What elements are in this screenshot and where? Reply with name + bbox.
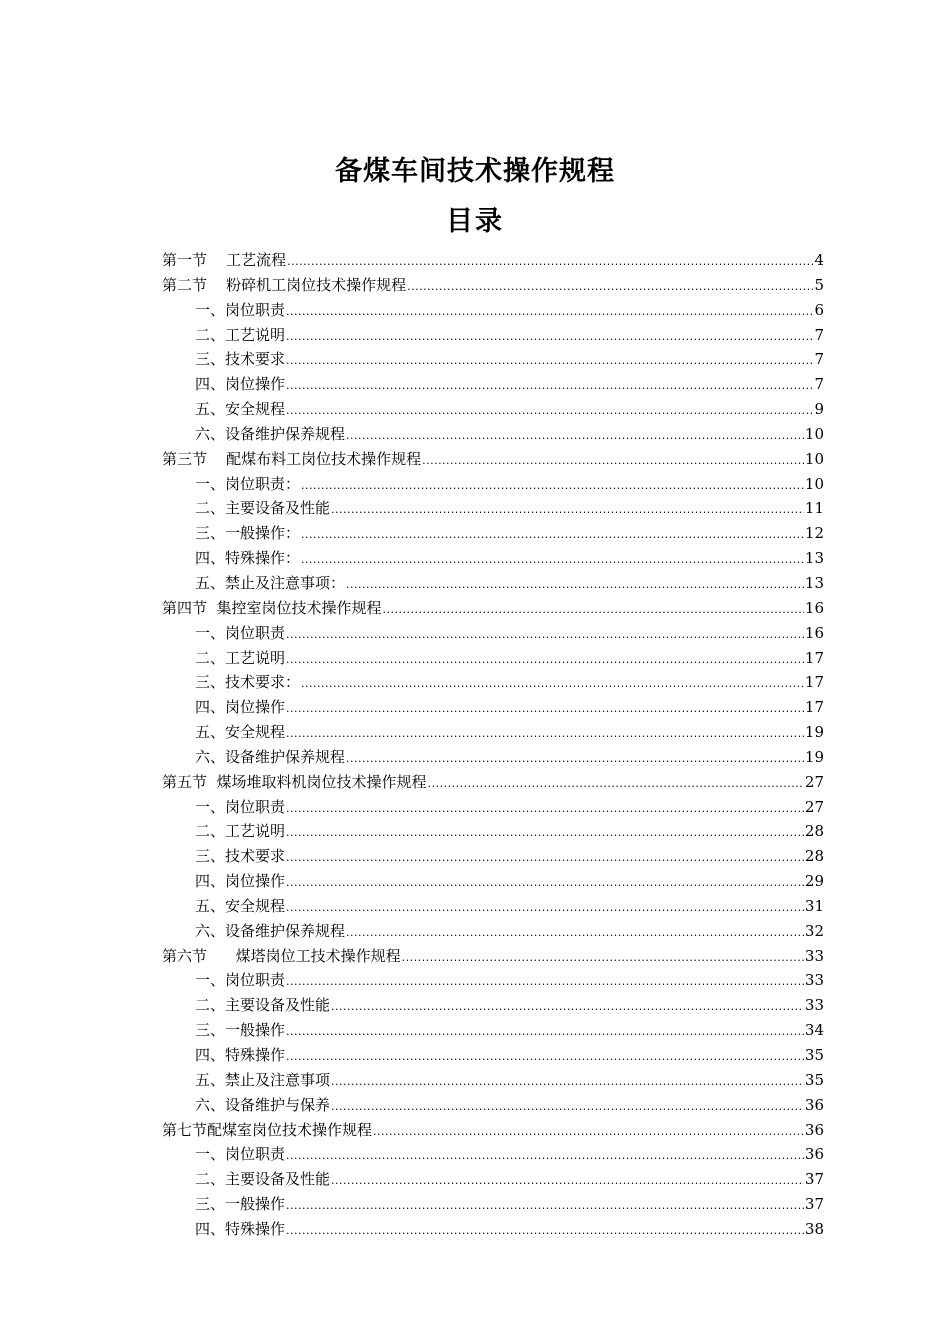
toc-dot-leader <box>286 846 804 871</box>
toc-page-number: 28 <box>804 847 824 866</box>
toc-section-entry[interactable] <box>162 273 824 298</box>
toc-subsection-entry[interactable] <box>162 1192 824 1217</box>
toc-subsection-entry[interactable] <box>162 1043 824 1068</box>
toc-page-number: 12 <box>804 524 824 543</box>
toc-subsection-entry[interactable] <box>162 670 824 695</box>
toc-entry-label: 四、岗位操作 <box>195 872 286 891</box>
toc-page-number: 13 <box>804 549 824 568</box>
toc-page-number: 38 <box>804 1219 824 1238</box>
toc-subsection-entry[interactable] <box>162 422 824 447</box>
toc-section-entry[interactable] <box>162 447 824 472</box>
toc-entry-label: 二、主要设备及性能 <box>195 996 331 1015</box>
toc-page-number: 35 <box>804 1046 824 1064</box>
toc-entry-label: 四、特殊操作： <box>195 549 301 568</box>
toc-subsection-entry[interactable] <box>162 546 824 571</box>
toc-subsection-entry[interactable] <box>162 1068 824 1093</box>
toc-entry-label: 二、主要设备及性能 <box>195 1170 331 1189</box>
toc-page-number: 36 <box>804 1120 824 1139</box>
toc-page-number: 35 <box>804 1070 824 1089</box>
toc-entry-label: 一、岗位职责 <box>195 797 286 816</box>
toc-entry-label: 三、技术要求： <box>195 673 301 692</box>
toc-page-number: 13 <box>804 573 824 592</box>
toc-entry-label: 六、设备维护保养规程 <box>195 747 346 766</box>
toc-dot-leader <box>286 1144 804 1169</box>
toc-dot-leader <box>346 921 804 946</box>
toc-page-number: 10 <box>804 424 824 443</box>
toc-entry-label: 二、工艺说明 <box>195 648 286 667</box>
toc-heading: 目录 <box>446 206 504 237</box>
toc-dot-leader <box>286 722 804 747</box>
toc-subsection-entry[interactable] <box>162 993 824 1018</box>
toc-section-entry[interactable] <box>162 770 824 795</box>
toc-entry-label: 二、工艺说明 <box>195 822 286 841</box>
toc-dot-leader <box>331 1095 804 1120</box>
toc-section-entry[interactable] <box>162 944 824 969</box>
toc-dot-leader <box>331 995 804 1020</box>
toc-dot-leader <box>407 275 813 300</box>
toc-dot-leader <box>346 573 804 598</box>
toc-dot-leader <box>331 498 804 523</box>
toc-dot-leader <box>301 523 804 548</box>
toc-page-number: 33 <box>804 946 824 965</box>
toc-page-number: 34 <box>804 1021 824 1040</box>
toc-dot-leader <box>286 970 804 995</box>
toc-dot-leader <box>286 1194 804 1219</box>
toc-entry-label: 六、设备维护保养规程 <box>195 424 346 443</box>
toc-section-entry[interactable] <box>162 248 824 273</box>
toc-dot-leader <box>286 300 813 325</box>
toc-entry-label: 第一节 工艺流程 <box>162 251 287 269</box>
toc-dot-leader <box>301 474 804 499</box>
toc-page-number: 7 <box>814 375 824 394</box>
toc-page-number: 7 <box>814 350 824 369</box>
toc-dot-leader <box>286 896 804 921</box>
toc-dot-leader <box>286 648 804 673</box>
toc-entry-label: 四、特殊操作 <box>195 1219 286 1238</box>
toc-page-number: 6 <box>814 300 824 319</box>
toc-entry-label: 一、岗位职责 <box>195 300 286 319</box>
toc-subsection-entry[interactable] <box>162 571 824 596</box>
toc-subsection-entry[interactable] <box>162 646 824 671</box>
toc-page-number: 28 <box>804 822 824 841</box>
toc-subsection-entry[interactable] <box>162 1217 824 1242</box>
toc-page-number: 27 <box>804 772 824 791</box>
toc-entry-label: 一、岗位职责 <box>195 623 286 642</box>
toc-subsection-entry[interactable] <box>162 472 824 497</box>
toc-entry-label: 三、一般操作 <box>195 1195 286 1214</box>
toc-subsection-entry[interactable] <box>162 298 824 323</box>
toc-entry-label: 第六节 煤塔岗位工技术操作规程 <box>162 946 401 965</box>
toc-dot-leader <box>286 1020 804 1045</box>
toc-subsection-entry[interactable] <box>162 695 824 720</box>
toc-entry-label: 五、安全规程 <box>195 896 286 915</box>
toc-subsection-entry[interactable] <box>162 745 824 770</box>
toc-dot-leader <box>301 672 804 697</box>
toc-dot-leader <box>422 449 804 474</box>
toc-dot-leader <box>402 946 804 971</box>
toc-dot-leader <box>286 1219 804 1244</box>
toc-subsection-entry[interactable] <box>162 521 824 546</box>
toc-entry-label: 二、主要设备及性能 <box>195 499 331 518</box>
toc-subsection-entry[interactable] <box>162 894 824 919</box>
toc-page-number: 19 <box>804 723 824 742</box>
toc-page-number: 19 <box>804 747 824 766</box>
toc-dot-leader <box>373 1120 804 1145</box>
toc-entry-label: 四、岗位操作 <box>195 375 286 394</box>
toc-dot-leader <box>286 697 804 722</box>
toc-subsection-entry[interactable] <box>162 496 824 521</box>
toc-page-number: 17 <box>804 648 824 667</box>
toc-dot-leader <box>331 1070 804 1095</box>
toc-entry-label: 第五节 煤场堆取料机岗位技术操作规程 <box>162 772 427 791</box>
toc-page-number: 11 <box>804 499 824 518</box>
toc-entry-label: 五、安全规程 <box>195 723 286 742</box>
toc-page-number: 9 <box>814 400 824 419</box>
toc-subsection-entry[interactable] <box>162 1093 824 1118</box>
toc-entry-label: 六、设备维护与保养 <box>195 1095 331 1114</box>
toc-subsection-entry[interactable] <box>162 1018 824 1043</box>
toc-page-number: 17 <box>804 673 824 692</box>
toc-entry-label: 三、技术要求 <box>195 847 286 866</box>
toc-page-number: 16 <box>804 598 824 617</box>
toc-dot-leader <box>286 623 804 648</box>
toc-page-number: 36 <box>804 1095 824 1114</box>
toc-entry-label: 第二节 粉碎机工岗位技术操作规程 <box>162 275 407 294</box>
toc-subsection-entry[interactable] <box>162 968 824 993</box>
toc-dot-leader <box>286 1045 804 1070</box>
toc-subsection-entry[interactable] <box>162 1142 824 1167</box>
toc-subsection-entry[interactable] <box>162 795 824 820</box>
toc-page-number: 10 <box>804 449 824 468</box>
toc-dot-leader <box>286 374 813 399</box>
toc-entry-label: 一、岗位职责 <box>195 1145 286 1164</box>
toc-entry-label: 一、岗位职责 <box>195 971 286 990</box>
toc-page-number: 36 <box>804 1145 824 1164</box>
toc-entry-label: 五、禁止及注意事项 <box>195 1070 331 1089</box>
toc-subsection-entry[interactable] <box>162 397 824 422</box>
toc-subsection-entry[interactable] <box>162 869 824 894</box>
toc-entry-label: 第七节配煤室岗位技术操作规程 <box>162 1120 373 1139</box>
toc-subsection-entry[interactable] <box>162 919 824 944</box>
toc-dot-leader <box>286 797 804 822</box>
toc-dot-leader <box>346 424 804 449</box>
toc-entry-label: 四、特殊操作 <box>195 1046 286 1064</box>
toc-page-number: 29 <box>804 872 824 891</box>
toc-page-number: 33 <box>804 996 824 1015</box>
toc-entry-label: 第四节 集控室岗位技术操作规程 <box>162 598 382 617</box>
toc-entry-label: 三、技术要求 <box>195 350 286 369</box>
toc-page-number: 27 <box>804 797 824 816</box>
toc-dot-leader <box>286 399 813 424</box>
toc-subsection-entry[interactable] <box>162 720 824 745</box>
toc-page-number: 32 <box>804 921 824 940</box>
table-of-contents <box>162 248 824 1242</box>
toc-dot-leader <box>287 250 813 275</box>
toc-dot-leader <box>286 325 813 350</box>
document-title: 备煤车间技术操作规程 <box>335 156 615 187</box>
toc-dot-leader <box>301 548 804 573</box>
toc-subsection-entry[interactable] <box>162 819 824 844</box>
toc-page-number: 33 <box>804 971 824 990</box>
toc-section-entry[interactable] <box>162 1118 824 1143</box>
toc-entry-label: 四、岗位操作 <box>195 698 286 717</box>
toc-dot-leader <box>286 821 804 846</box>
toc-dot-leader <box>383 598 804 623</box>
toc-dot-leader <box>286 349 813 374</box>
toc-page-number: 17 <box>804 698 824 717</box>
toc-entry-label: 第三节 配煤布料工岗位技术操作规程 <box>162 449 422 468</box>
toc-subsection-entry[interactable] <box>162 621 824 646</box>
toc-entry-label: 二、工艺说明 <box>195 325 286 344</box>
toc-entry-label: 五、安全规程 <box>195 400 286 419</box>
toc-entry-label: 三、一般操作： <box>195 524 301 543</box>
toc-page-number: 7 <box>814 325 824 344</box>
toc-dot-leader <box>346 747 804 772</box>
toc-subsection-entry[interactable] <box>162 1167 824 1192</box>
toc-subsection-entry[interactable] <box>162 844 824 869</box>
toc-page-number: 31 <box>804 896 824 915</box>
toc-page-number: 10 <box>804 474 824 493</box>
toc-entry-label: 五、禁止及注意事项： <box>195 573 346 592</box>
toc-page-number: 5 <box>814 275 824 294</box>
toc-page-number: 37 <box>804 1195 824 1214</box>
toc-dot-leader <box>286 871 804 896</box>
toc-subsection-entry[interactable] <box>162 372 824 397</box>
toc-dot-leader <box>331 1169 804 1194</box>
toc-page-number: 4 <box>814 251 824 269</box>
toc-dot-leader <box>428 772 804 797</box>
toc-entry-label: 一、岗位职责： <box>195 474 301 493</box>
toc-page-number: 37 <box>804 1170 824 1189</box>
toc-subsection-entry[interactable] <box>162 323 824 348</box>
toc-page-number: 16 <box>804 623 824 642</box>
toc-entry-label: 六、设备维护保养规程 <box>195 921 346 940</box>
toc-entry-label: 三、一般操作 <box>195 1021 286 1040</box>
toc-subsection-entry[interactable] <box>162 347 824 372</box>
toc-section-entry[interactable] <box>162 596 824 621</box>
